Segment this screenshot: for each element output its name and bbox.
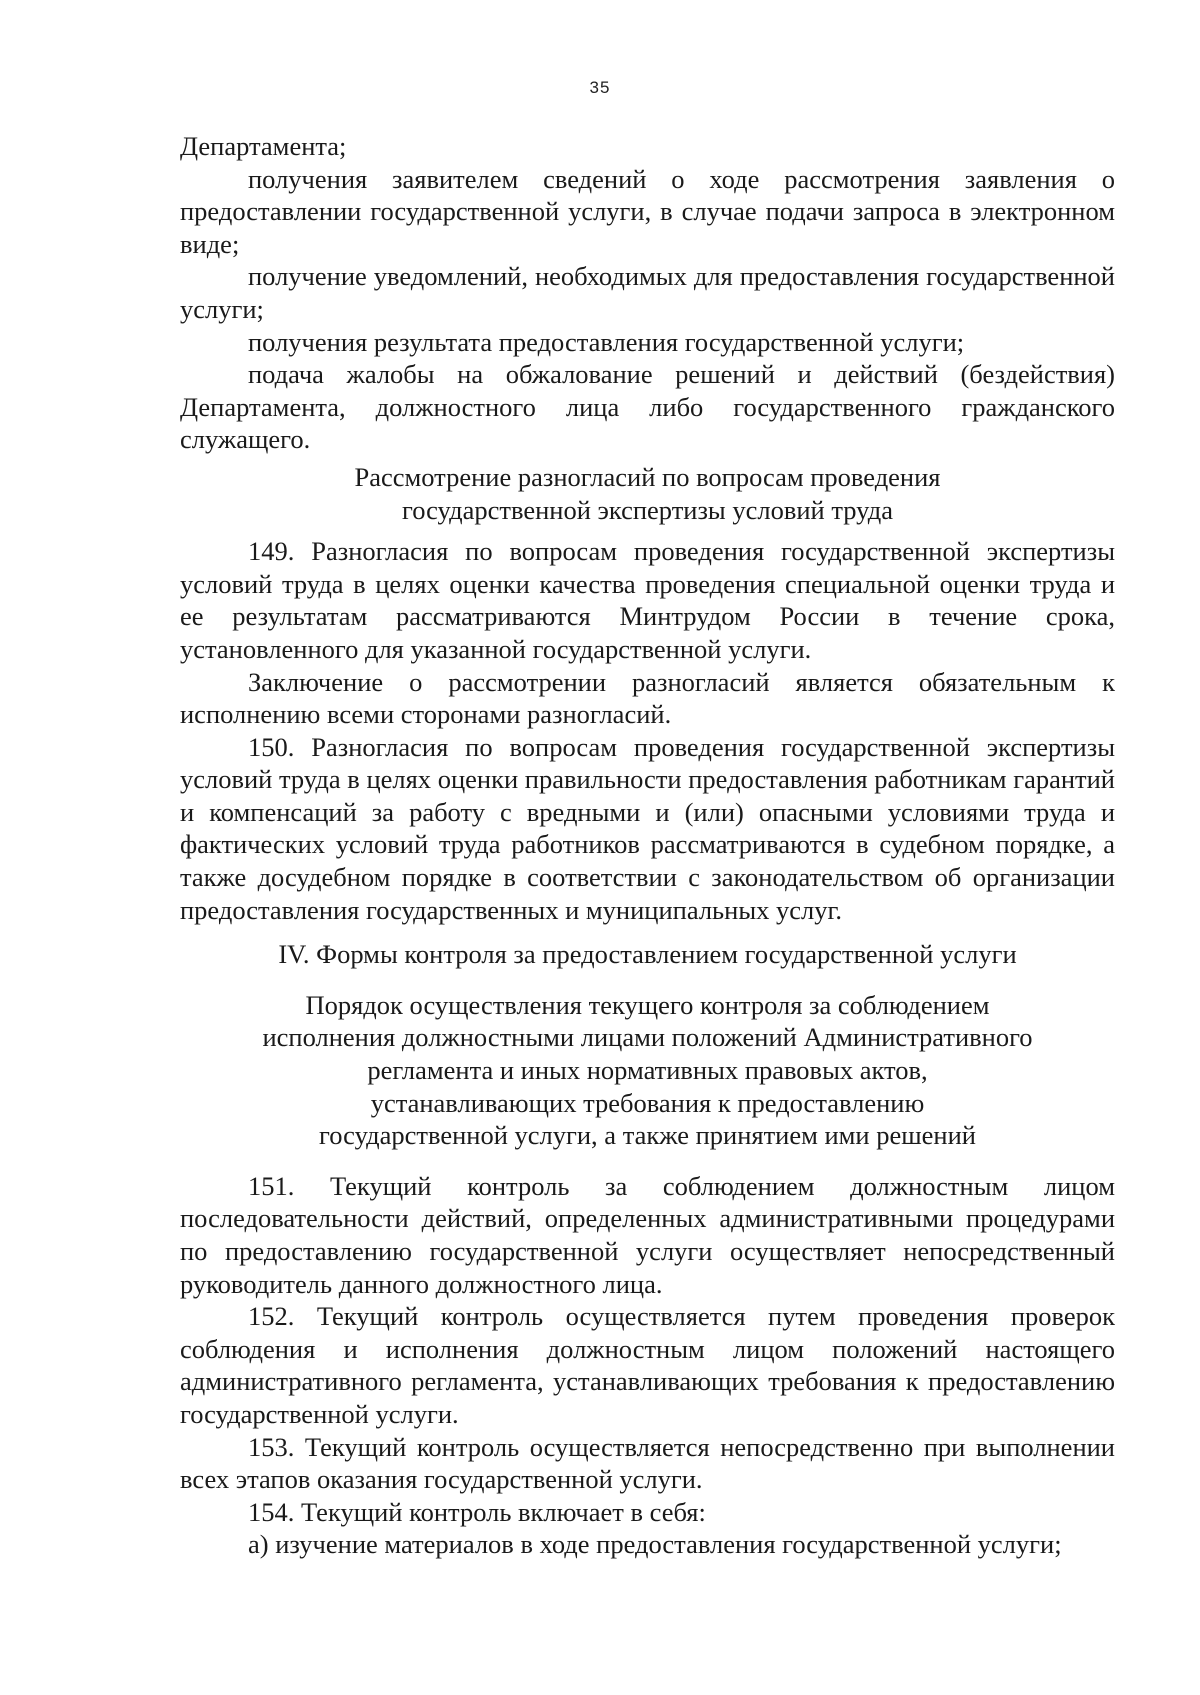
paragraph-continuation: Департамента; bbox=[180, 131, 347, 161]
paragraph-receiving-notifications: получение уведомлений, необходимых для предоставления государственной услуги; bbox=[180, 261, 1115, 324]
paragraph-154: 154. Текущий контроль включает в себя: bbox=[248, 1496, 706, 1527]
paragraph-150: 150. Разногласия по вопросам проведения государственной экспертизы условий труда в целях оценки правильности предоставления работникам гарантий и компенсаций за работу с вредными и (или) опасными условиями труда и фактических условий труда работников рассматриваются в судебном порядке, а также досудебном порядке в соответствии с законодательством об организации предоставления государственных и муниципальных услуг. bbox=[180, 731, 1115, 925]
paragraph-154-a: а) изучение материалов в ходе предоставления государственной услуги; bbox=[248, 1529, 1062, 1560]
heading-line: государственной экспертизы условий труда bbox=[402, 494, 893, 525]
paragraph-receiving-info: получения заявителем сведений о ходе рассмотрения заявления о предоставлении государственной услуги, в случае подачи запроса в электронном виде; bbox=[180, 163, 1115, 259]
heading-line: государственной услуги, а также принятием ими решений bbox=[319, 1120, 976, 1151]
section-heading-current-control bbox=[180, 989, 1115, 1152]
section-heading-disagreements bbox=[180, 461, 1115, 526]
paragraph-receiving-result: получения результата предоставления государственной услуги; bbox=[248, 326, 965, 357]
paragraph-152: 152. Текущий контроль осуществляется путем проведения проверок соблюдения и исполнения должностным лицом положений настоящего административного регламента, устанавливающих требования к предоставлению государственной услуги. bbox=[180, 1301, 1115, 1429]
heading-line: устанавливающих требования к предоставлению bbox=[370, 1087, 925, 1118]
heading-line: Порядок осуществления текущего контроля за соблюдением bbox=[305, 989, 990, 1020]
paragraph-conclusion: Заключение о рассмотрении разногласий является обязательным к исполнению всеми сторонами разногласий. bbox=[180, 666, 1115, 730]
paragraph-149: 149. Разногласия по вопросам проведения государственной экспертизы условий труда в целях оценки качества проведения специальной оценки труда и ее результатам рассматриваются Минтрудом России в течение срока, установленного для указанной государственной услуги. bbox=[180, 536, 1115, 664]
paragraph-153: 153. Текущий контроль осуществляется непосредственно при выполнении всех этапов оказания государственной услуги. bbox=[180, 1431, 1115, 1495]
paragraph-complaint: подача жалобы на обжалование решений и действий (бездействия) Департамента, должностного лица либо государственного гражданского служащего. bbox=[180, 359, 1115, 455]
heading-line: Рассмотрение разногласий по вопросам проведения bbox=[354, 461, 941, 492]
heading-line: регламента и иных нормативных правовых актов, bbox=[367, 1055, 928, 1086]
chapter-heading-iv: IV. Формы контроля за предоставлением государственной услуги bbox=[278, 939, 1017, 970]
heading-line: исполнения должностными лицами положений Административного bbox=[262, 1022, 1033, 1053]
document-body bbox=[180, 130, 1115, 1561]
paragraph-151: 151. Текущий контроль за соблюдением должностным лицом последовательности действий, определенных административными процедурами по предоставлению государственной услуги осуществляет непосредственный руководитель данного должностного лица. bbox=[180, 1170, 1115, 1299]
page-number: 35 bbox=[589, 78, 611, 97]
